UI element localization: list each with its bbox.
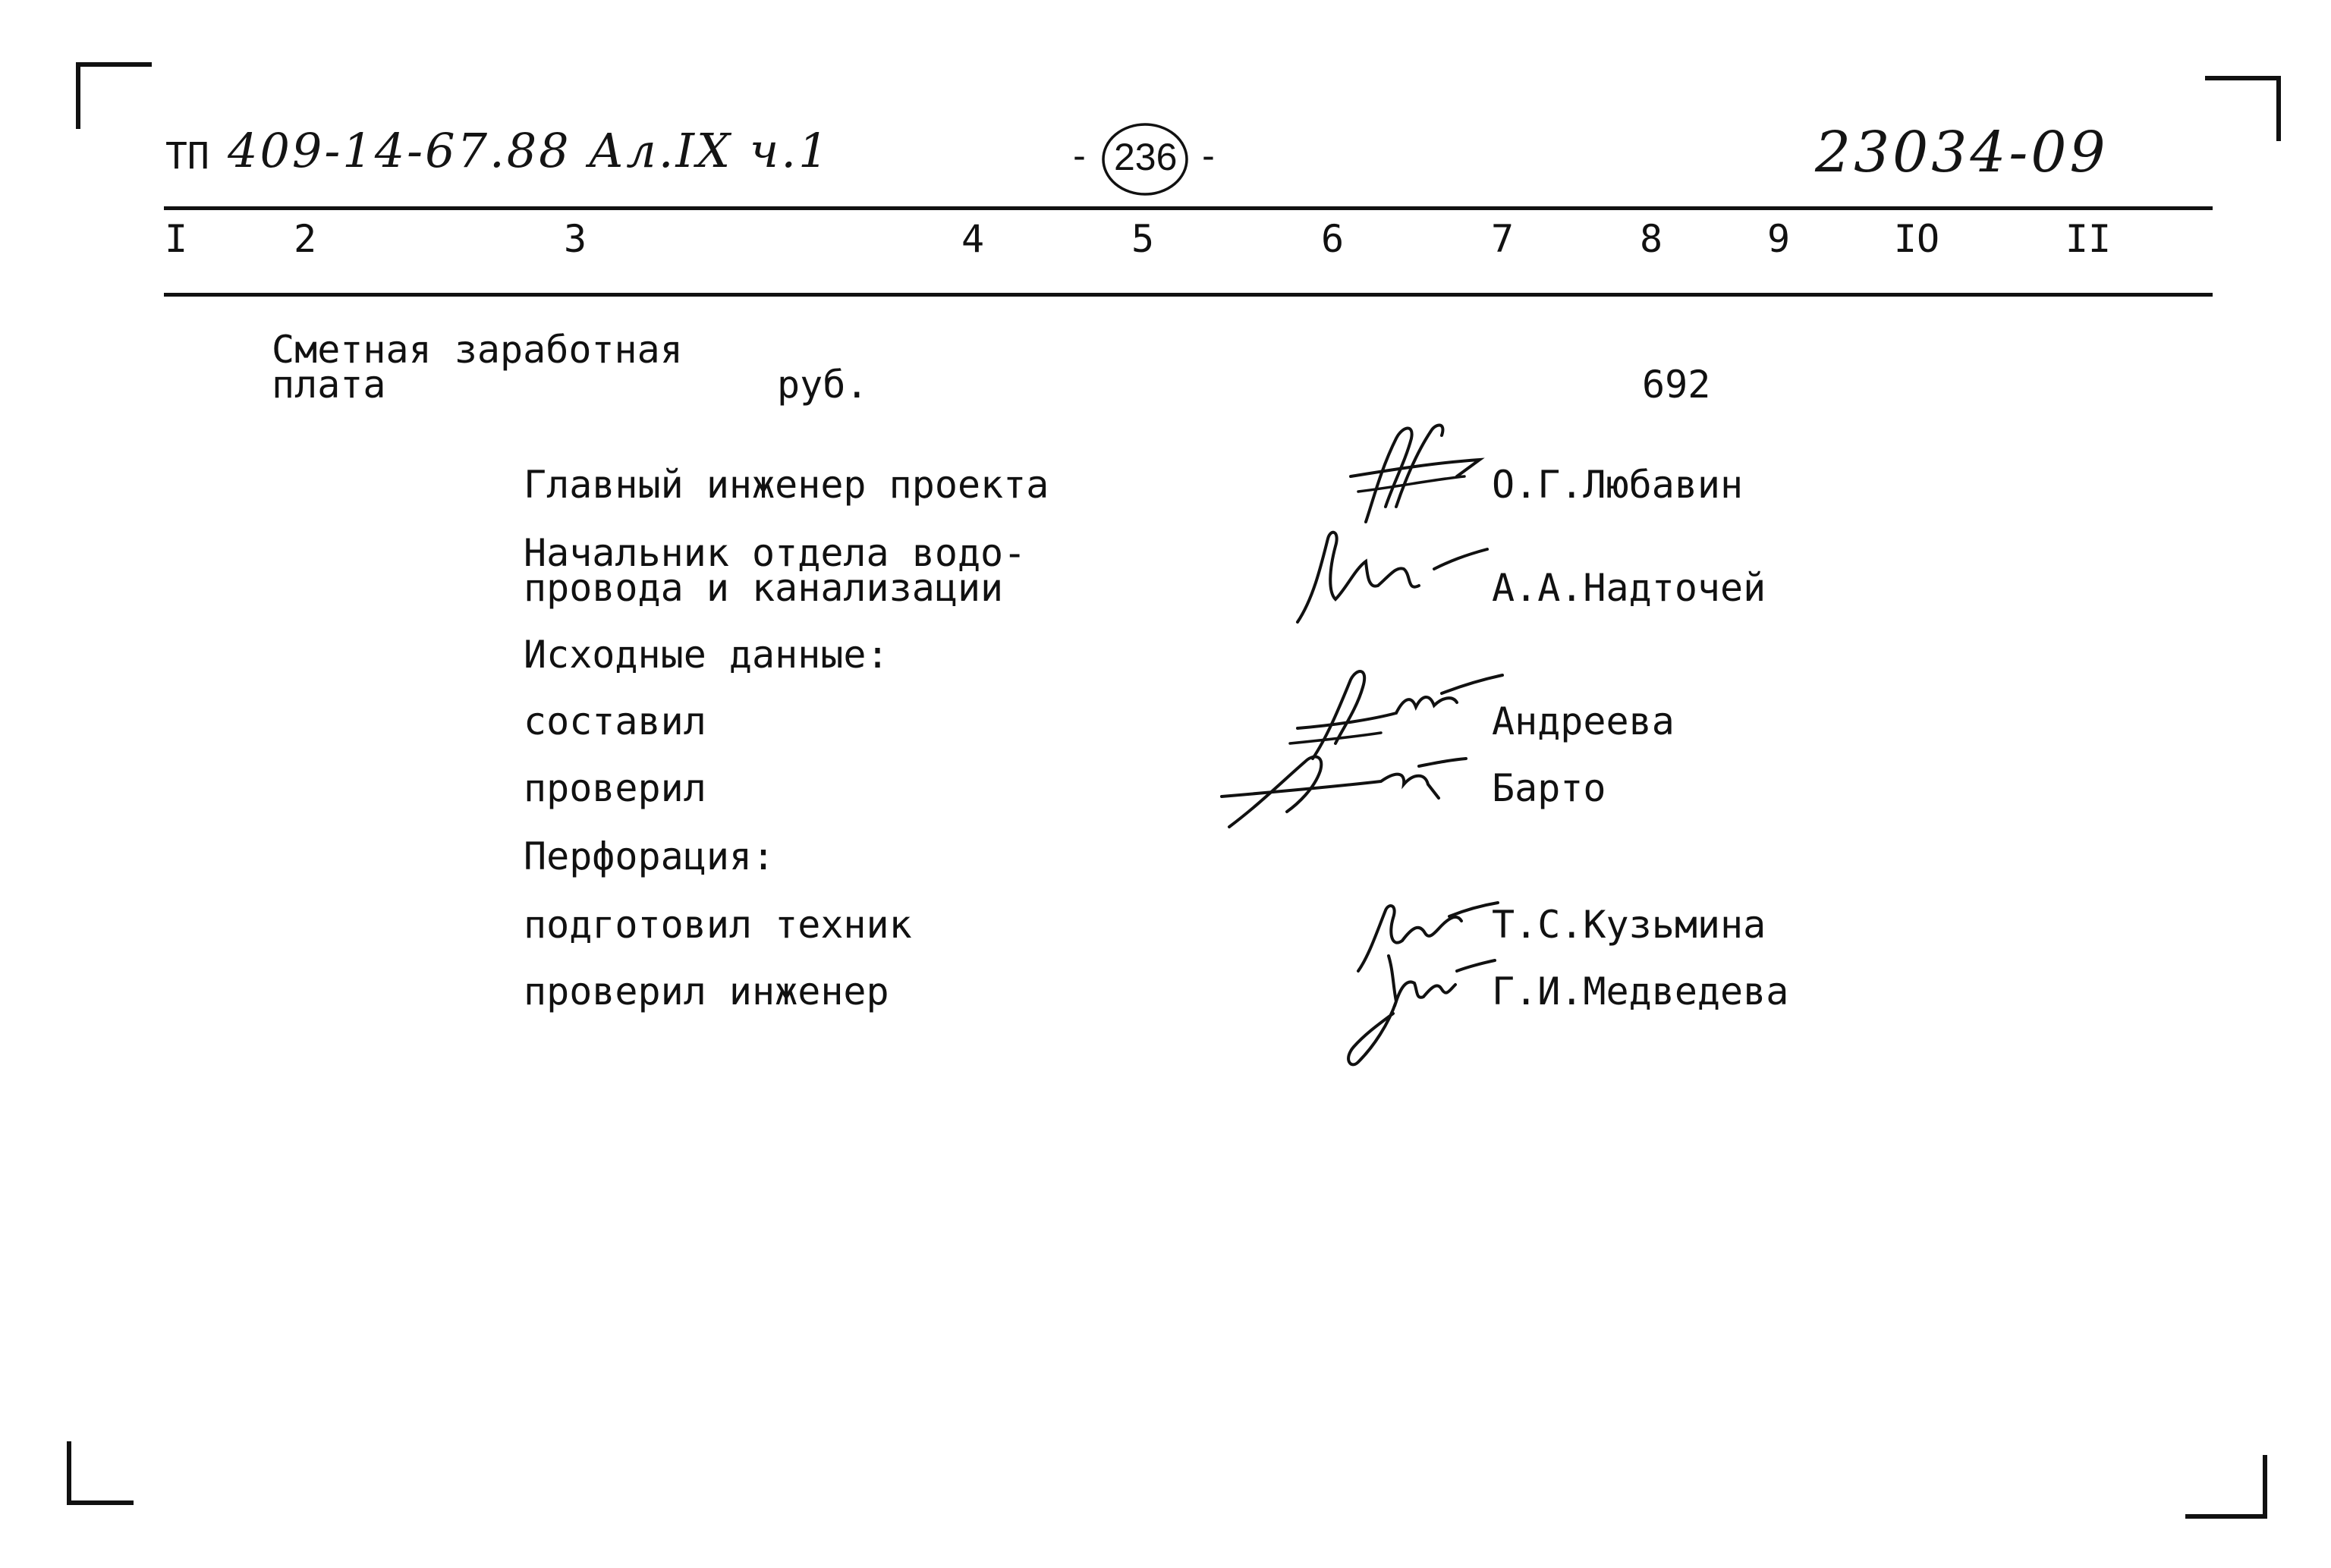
section-source-data: Исходные данные: [524,633,889,677]
role-department-head-line1: Начальник отдела водо- [524,531,1027,575]
series-prefix: ТП [165,135,209,178]
column-number: 8 [1639,217,1663,261]
column-number: 3 [563,217,587,261]
role-checked-by: проверил [524,766,706,810]
page-dash-left: - [1068,135,1090,178]
name-kuzmina: Т.С.Кузьмина [1492,903,1766,947]
role-department-head-line2: провода и канализации [524,566,1004,610]
page-dash-right: - [1197,135,1219,178]
column-number: 5 [1131,217,1155,261]
signature-nadtochey [1282,516,1502,637]
role-compiled-by: составил [524,699,706,743]
project-code: 409-14-67.88 Ал.IX ч.1 [228,123,831,178]
estimate-label-line2: плата [272,363,386,407]
corner-mark-bottom-left-vertical [67,1441,71,1505]
page-number: 236 [1114,136,1178,178]
column-number: 2 [293,217,317,261]
column-number: 7 [1490,217,1515,261]
name-lyubavin: О.Г.Любавин [1492,463,1744,507]
signature-barto [1214,728,1472,842]
corner-mark-bottom-right-vertical [2263,1455,2267,1519]
role-chief-engineer: Главный инженер проекта [524,463,1049,507]
signature-medvedeva [1320,941,1502,1070]
name-nadtochey: А.А.Надточей [1492,566,1766,610]
estimate-value: 692 [1642,363,1711,407]
column-number: II [2065,217,2112,261]
column-number: 4 [961,217,985,261]
archive-number: 23034-09 [1815,120,2109,185]
column-number: 9 [1766,217,1791,261]
name-andreeva: Андреева [1492,699,1675,743]
corner-mark-bottom-right [2185,1514,2267,1519]
estimate-label-line1: Сметная заработная [272,328,683,372]
role-checked-by-engineer: проверил инженер [524,969,889,1013]
name-barto: Барто [1492,766,1606,810]
name-medvedeva: Г.И.Медведева [1492,969,1789,1013]
corner-mark-bottom-left [67,1500,134,1505]
estimate-unit: руб. [777,363,869,407]
column-number: IO [1893,217,1940,261]
column-number: 6 [1320,217,1345,261]
role-prepared-by-technician: подготовил техник [524,903,912,947]
section-perforation: Перфорация: [524,834,775,878]
column-number: I [164,217,188,261]
